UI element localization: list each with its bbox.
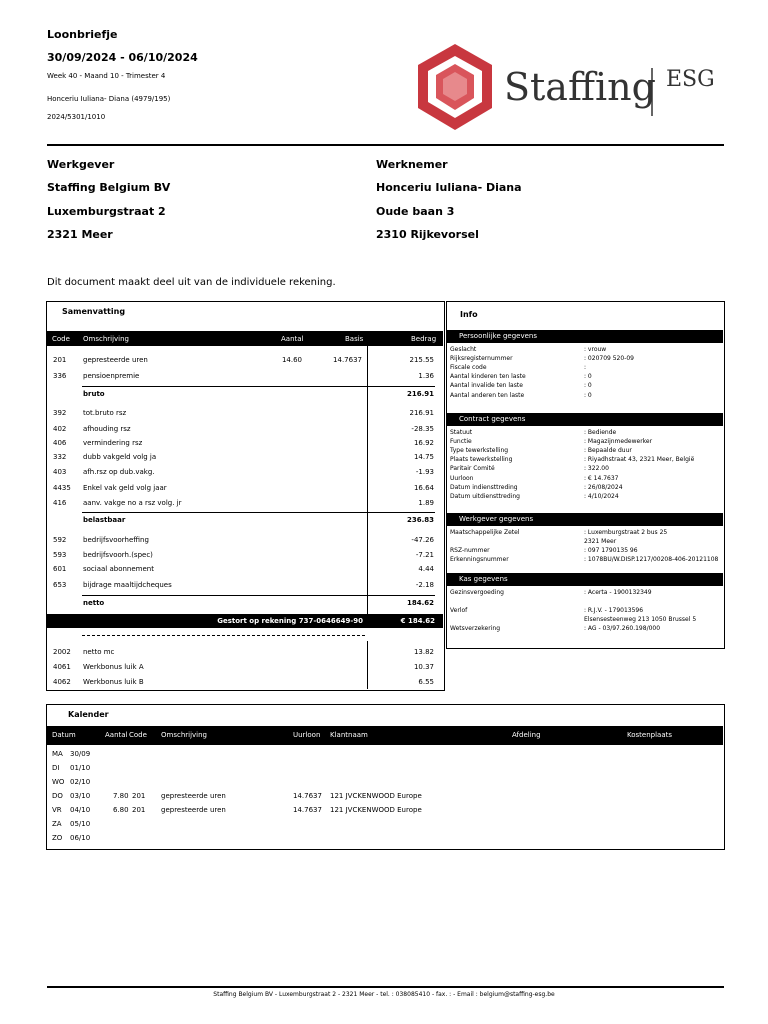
summary-code: 201	[53, 356, 67, 364]
info-value: 2321 Meer	[584, 538, 617, 546]
info-section-header: Werkgever gegevens	[447, 513, 723, 526]
col-bedrag: Bedrag	[411, 335, 437, 343]
summary-amount: 1.36	[418, 372, 434, 380]
svg-text:Staffing: Staffing	[504, 65, 656, 109]
staffing-logo-mark	[410, 42, 726, 132]
summary-amount: -28.35	[411, 425, 434, 433]
summary-basis	[310, 563, 362, 575]
summary-aantal	[260, 407, 302, 419]
summary-aantal	[260, 579, 302, 591]
header-divider	[47, 144, 724, 146]
summary-amount: 216.91	[406, 390, 434, 398]
info-value: : 322.00	[584, 465, 609, 473]
summary-aantal	[260, 514, 302, 526]
info-value: : € 14.7637	[584, 474, 619, 482]
summary-column-divider-lower	[367, 641, 368, 689]
info-label: Wetsverzekering	[450, 625, 500, 633]
summary-aantal	[260, 563, 302, 575]
info-label: Erkenningsnummer	[450, 556, 509, 564]
footer-text: Staffing Belgium BV - Luxemburgstraat 2 - 2321 Meer - tel. : 038085410 - fax. : - Email : belgium@staffing-esg.be	[213, 991, 555, 998]
summary-amount: 16.92	[413, 439, 434, 447]
summary-code: 336	[53, 372, 67, 380]
info-label: Aantal anderen ten laste	[450, 391, 525, 399]
summary-description: pensioenpremie	[83, 372, 140, 380]
info-label: Geslacht	[450, 346, 477, 353]
summary-description: belastbaar	[83, 516, 126, 524]
summary-code: 416	[53, 499, 67, 507]
summary-basis	[310, 514, 362, 526]
calendar-day: WO	[52, 778, 65, 786]
summary-amount: 184.62	[406, 599, 434, 607]
info-value: : 1078BU/W.DISP.1217/00208-406-20121108	[584, 556, 719, 564]
calendar-header-row	[47, 726, 723, 745]
info-section-header: Persoonlijke gegevens	[447, 330, 723, 343]
summary-aantal: 14.60	[281, 356, 302, 364]
calendar-date: 30/09	[70, 750, 91, 758]
summary-basis	[310, 437, 362, 449]
summary-description: dubb vakgeld volg ja	[83, 453, 157, 461]
summary-basis	[310, 597, 362, 609]
info-label: Uurloon	[450, 474, 474, 482]
summary-description: bruto	[83, 390, 105, 398]
info-value: : AG - 03/97.260.198/000	[584, 625, 661, 633]
info-label: Statuut	[450, 429, 473, 436]
summary-code: 592	[53, 536, 67, 544]
employer-city: 2321 Meer	[47, 228, 113, 241]
summary-amount: 216.91	[409, 409, 434, 417]
document-title: Loonbriefje	[47, 28, 118, 41]
extra-amount: 6.55	[418, 678, 434, 686]
info-value: :	[584, 364, 587, 372]
calendar-description: gepresteerde uren	[161, 792, 226, 800]
dashed-divider	[82, 635, 365, 636]
info-label: Fiscale code	[450, 364, 487, 372]
info-section-header: Contract gegevens	[447, 413, 723, 426]
calendar-title: Kalender	[68, 710, 109, 719]
summary-code: 392	[53, 409, 67, 417]
cal-col-afdeling: Afdeling	[512, 731, 541, 739]
summary-code: 4435	[53, 484, 71, 492]
calendar-date: 05/10	[70, 820, 91, 828]
employee-heading: Werknemer	[376, 158, 448, 171]
summary-basis	[310, 534, 362, 546]
calendar-date: 02/10	[70, 778, 91, 786]
calendar-client: 121 JVCKENWOOD Europe	[330, 806, 422, 814]
summary-amount: -7.21	[415, 551, 434, 559]
calendar-uurloon: 14.7637	[293, 792, 322, 800]
summary-description: vermindering rsz	[83, 439, 143, 447]
employee-city: 2310 Rijkevorsel	[376, 228, 479, 241]
extra-code: 4062	[53, 678, 71, 686]
summary-basis	[310, 370, 362, 382]
info-label: Verlof	[450, 607, 468, 615]
calendar-day: ZA	[52, 820, 62, 828]
summary-amount: -1.93	[415, 468, 434, 476]
info-value: : 0	[584, 373, 592, 381]
summary-title: Samenvatting	[62, 307, 126, 316]
col-basis: Basis	[345, 335, 364, 343]
info-value: : Riyadhstraat 43, 2321 Meer, België	[584, 456, 695, 464]
extra-amount: 13.82	[413, 648, 434, 656]
summary-aantal	[260, 482, 302, 494]
transfer-label: Gestort op rekening 737-0646649-90	[217, 617, 363, 625]
cal-col-datum: Datum	[52, 731, 76, 739]
summary-amount: 1.89	[418, 499, 434, 507]
summary-amount: 236.83	[406, 516, 434, 524]
summary-basis	[310, 451, 362, 463]
info-value: Elsensesteenweg 213 1050 Brussel 5	[584, 616, 697, 624]
info-value: : 26/08/2024	[584, 483, 623, 491]
info-label: Gezinsvergoeding	[450, 589, 504, 596]
calendar-date: 03/10	[70, 792, 91, 800]
footer-divider	[47, 986, 724, 988]
subtotal-line	[82, 386, 435, 387]
summary-amount: 215.55	[409, 356, 434, 364]
info-value: : vrouw	[584, 346, 607, 353]
employee-name: Honceriu Iuliana- Diana	[376, 181, 522, 194]
calendar-aantal: 6.80	[113, 806, 129, 814]
summary-amount: -47.26	[411, 536, 434, 544]
reference-number: 2024/5301/1010	[47, 113, 106, 121]
summary-amount: -2.18	[415, 581, 434, 589]
summary-basis	[310, 423, 362, 435]
summary-description: bijdrage maaltijdcheques	[83, 581, 172, 589]
calendar-date: 01/10	[70, 764, 91, 772]
calendar-date: 06/10	[70, 834, 91, 842]
info-value: : Bediende	[584, 429, 617, 436]
summary-aantal	[260, 549, 302, 561]
summary-aantal	[260, 451, 302, 463]
transfer-amount: € 184.62	[400, 617, 435, 625]
summary-aantal	[260, 388, 302, 400]
info-value: : Magazijnmedewerker	[584, 438, 653, 446]
info-value: : R.J.V. - 179013596	[584, 607, 644, 615]
col-omschrijving: Omschrijving	[83, 335, 129, 343]
summary-aantal	[260, 497, 302, 509]
summary-code: 593	[53, 551, 67, 559]
cal-col-klantnaam: Klantnaam	[330, 731, 368, 739]
summary-basis: 14.7637	[333, 356, 362, 364]
summary-amount: 14.75	[413, 453, 434, 461]
calendar-day: DO	[52, 792, 63, 800]
calendar-code: 201	[132, 792, 146, 800]
summary-code: 402	[53, 425, 67, 433]
calendar-day: VR	[52, 806, 62, 814]
subtotal-line	[82, 595, 435, 596]
calendar-uurloon: 14.7637	[293, 806, 322, 814]
info-label: Maatschappelijke Zetel	[450, 529, 520, 536]
summary-aantal	[260, 466, 302, 478]
calendar-code: 201	[132, 806, 146, 814]
info-label: Datum uitdiensttreding	[450, 492, 520, 500]
extra-description: netto mc	[83, 648, 115, 656]
calendar-description: gepresteerde uren	[161, 806, 226, 814]
calendar-client: 121 JVCKENWOOD Europe	[330, 792, 422, 800]
info-label: Type tewerkstelling	[450, 447, 509, 455]
subtotal-line	[82, 512, 435, 513]
info-label: Datum indiensttreding	[450, 483, 518, 491]
employer-street: Luxemburgstraat 2	[47, 205, 166, 218]
summary-code: 406	[53, 439, 67, 447]
col-code: Code	[52, 335, 70, 343]
summary-description: sociaal abonnement	[83, 565, 154, 573]
extra-description: Werkbonus luik A	[83, 663, 144, 671]
company-logo	[410, 42, 726, 132]
employer-name: Staffing Belgium BV	[47, 181, 171, 194]
summary-aantal	[260, 437, 302, 449]
summary-code: 653	[53, 581, 67, 589]
summary-description: Enkel vak geld volg jaar	[83, 484, 167, 492]
employer-heading: Werkgever	[47, 158, 115, 171]
cal-col-omschrijving: Omschrijving	[161, 731, 207, 739]
summary-description: tot.bruto rsz	[83, 409, 127, 417]
info-title: Info	[460, 310, 478, 319]
summary-description: bedrijfsvoorh.(spec)	[83, 551, 153, 559]
cal-col-aantal: Aantal	[105, 731, 128, 739]
summary-basis	[310, 497, 362, 509]
info-value: : 0	[584, 382, 592, 390]
pay-period: 30/09/2024 - 06/10/2024	[47, 51, 198, 64]
info-value: : Luxemburgstraat 2 bus 25	[584, 529, 668, 536]
summary-code: 403	[53, 468, 67, 476]
extra-amount: 10.37	[413, 663, 434, 671]
info-label: Plaats tewerkstelling	[450, 456, 513, 464]
summary-description: afhouding rsz	[83, 425, 131, 433]
extra-code: 2002	[53, 648, 71, 656]
calendar-day: ZO	[52, 834, 63, 842]
cal-col-kostenplaats: Kostenplaats	[627, 731, 673, 739]
summary-basis	[310, 407, 362, 419]
summary-description: afh.rsz op dub.vakg.	[83, 468, 155, 476]
summary-code: 332	[53, 453, 67, 461]
info-value: : Bepaalde duur	[584, 447, 632, 455]
info-label: Paritair Comité	[450, 465, 495, 473]
summary-basis	[310, 466, 362, 478]
summary-description: netto	[83, 599, 105, 607]
info-value: : 0	[584, 391, 592, 399]
transfer-row	[47, 614, 443, 628]
info-value: : 097 1790135 96	[584, 547, 638, 555]
summary-amount: 16.64	[413, 484, 434, 492]
summary-description: bedrijfsvoorheffing	[83, 536, 149, 544]
summary-amount: 4.44	[418, 565, 434, 573]
summary-header-row	[47, 331, 443, 346]
col-aantal: Aantal	[281, 335, 304, 343]
info-label: Aantal kinderen ten laste	[450, 373, 526, 381]
week-line: Week 40 - Maand 10 - Trimester 4	[47, 72, 166, 80]
summary-basis	[310, 482, 362, 494]
intro-text: Dit document maakt deel uit van de individuele rekening.	[47, 277, 336, 288]
cal-col-uurloon: Uurloon	[293, 731, 321, 739]
info-label: Rijksregisternummer	[450, 355, 513, 363]
info-label: Aantal invalide ten laste	[450, 382, 523, 390]
summary-aantal	[260, 423, 302, 435]
svg-text:ESG: ESG	[666, 67, 715, 92]
employee-line: Honceriu Iuliana- Diana (4979/195)	[47, 95, 171, 103]
info-value: : 020709 520-09	[584, 355, 634, 363]
summary-code: 601	[53, 565, 67, 573]
cal-col-code: Code	[129, 731, 147, 739]
summary-aantal	[260, 534, 302, 546]
info-label: Functie	[450, 438, 472, 446]
calendar-day: DI	[52, 764, 60, 772]
calendar-day: MA	[52, 750, 63, 758]
info-section-header: Kas gegevens	[447, 573, 723, 586]
summary-description: gepresteerde uren	[83, 356, 148, 364]
info-label: RSZ-nummer	[450, 547, 490, 555]
summary-basis	[310, 549, 362, 561]
info-value: : 4/10/2024	[584, 492, 619, 500]
summary-basis	[310, 579, 362, 591]
extra-description: Werkbonus luik B	[83, 678, 144, 686]
summary-description: aanv. vakge no a rsz volg. jr	[83, 499, 182, 507]
info-value: : Acerta - 1900132349	[584, 589, 652, 596]
calendar-aantal: 7.80	[113, 792, 129, 800]
extra-code: 4061	[53, 663, 71, 671]
calendar-date: 04/10	[70, 806, 91, 814]
summary-aantal	[260, 370, 302, 382]
employee-street: Oude baan 3	[376, 205, 455, 218]
summary-basis	[310, 388, 362, 400]
summary-aantal	[260, 597, 302, 609]
